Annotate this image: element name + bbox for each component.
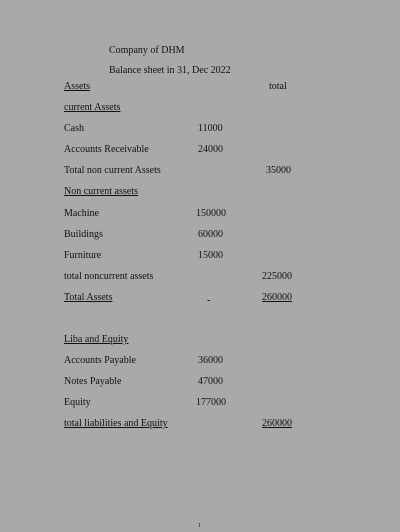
machine-amount: 150000 bbox=[196, 208, 226, 219]
equity-label: Equity bbox=[64, 397, 91, 408]
equity-amount: 177000 bbox=[196, 397, 226, 408]
page-number: 1 bbox=[198, 523, 201, 529]
sheet-title: Balance sheet in 31, Dec 2022 bbox=[109, 65, 231, 76]
total-assets-label: Total Assets bbox=[64, 292, 113, 303]
total-assets-amount: 260000 bbox=[262, 292, 292, 303]
cash-label: Cash bbox=[64, 123, 84, 134]
furniture-label: Furniture bbox=[64, 250, 102, 261]
accounts-payable-amount: 36000 bbox=[198, 355, 223, 366]
total-assets-mark: - bbox=[207, 295, 211, 306]
current-assets-heading: current Assets bbox=[64, 102, 121, 113]
noncurrent-assets-heading: Non current assets bbox=[64, 186, 138, 197]
machine-label: Machine bbox=[64, 208, 99, 219]
total-liabilities-equity-amount: 260000 bbox=[262, 418, 292, 429]
total-current-assets-label: Total non current Assets bbox=[64, 165, 161, 176]
assets-column-header: Assets bbox=[64, 81, 91, 92]
buildings-label: Buildings bbox=[64, 229, 103, 240]
total-current-assets-amount: 35000 bbox=[266, 165, 291, 176]
total-noncurrent-assets-label: total noncurrent assets bbox=[64, 271, 154, 282]
accounts-payable-label: Accounts Payable bbox=[64, 355, 136, 366]
total-noncurrent-assets-amount: 225000 bbox=[262, 271, 292, 282]
notes-payable-label: Notes Payable bbox=[64, 376, 122, 387]
total-column-header: total bbox=[269, 81, 287, 92]
furniture-amount: 15000 bbox=[198, 250, 223, 261]
liabilities-heading: Liba and Equity bbox=[64, 334, 129, 345]
buildings-amount: 60000 bbox=[198, 229, 223, 240]
total-liabilities-equity-label: total liabilities and Equity bbox=[64, 418, 168, 429]
notes-payable-amount: 47000 bbox=[198, 376, 223, 387]
accounts-receivable-amount: 24000 bbox=[198, 144, 223, 155]
accounts-receivable-label: Accounts Receivable bbox=[64, 144, 149, 155]
cash-amount: 11000 bbox=[198, 123, 223, 134]
company-name: Company of DHM bbox=[109, 45, 185, 56]
